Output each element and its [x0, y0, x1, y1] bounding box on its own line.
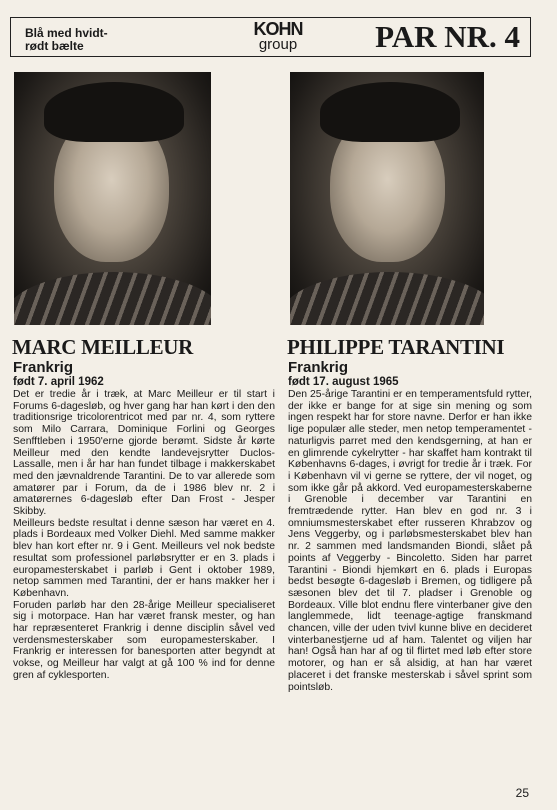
rider-name: PHILIPPE TARANTINI [287, 335, 505, 359]
bio-paragraph: Det er tredie år i træk, at Marc Meilleur er til start i Forums 6-dagesløb, og hver gang har han kørt i den den traditionsrige tricolorentricot med par nr. 4, som ryttere som Milo Carrara, Dominique Forlini og Georges Senfftleben i 1950'erne gjorde berømt. Sidste år kørte Meilleur med den kendte landevejsrytter Duclos-Lassalle, men i år har han fundet tilbage i makkerskabet med den jævnaldrende Tarantini. De to var allerede som amatører par i Forum, da de i 1986 blev nr. 2 i amatørernes 6-dagesløb efter Dan Frost - Jesper Skibby. [13, 389, 275, 518]
rider-country: Frankrig [288, 359, 349, 376]
rider-country: Frankrig [13, 359, 74, 376]
photo-hair [320, 82, 460, 142]
rider-photo-meilleur [14, 72, 211, 325]
logo-subtitle: group [258, 36, 298, 53]
photo-shoulders [14, 272, 211, 325]
jersey-description: Blå med hvidt- rødt bælte [25, 26, 108, 53]
photo-shoulders [290, 272, 484, 325]
page-number: 25 [515, 786, 529, 800]
page-header [10, 17, 531, 57]
pair-number-title: PAR NR. 4 [375, 19, 520, 54]
rider-bio [13, 389, 275, 682]
bio-paragraph: Foruden parløb har den 28-årige Meilleur specialiseret sig i motorpace. Han har været fransk mester, og han har repræsenteret Frankrig i denne disciplin såvel ved verdensmesterskaber som europamesterskaber. I Frankrig er interessen for banesporten atter begyndt at vokse, og Meilleur har valgt at gå 100 % ind for denne gren af cyklesporten. [13, 599, 275, 681]
rider-born: født 17. august 1965 [288, 376, 399, 388]
rider-born: født 7. april 1962 [13, 376, 104, 388]
kohn-group-logo [243, 20, 313, 54]
rider-photo-tarantini [290, 72, 484, 325]
photo-hair [44, 82, 184, 142]
rider-bio [288, 389, 532, 693]
rider-name: MARC MEILLEUR [12, 335, 194, 359]
bio-paragraph: Meilleurs bedste resultat i denne sæson har været en 4. plads i Bordeaux med Volker Diehl. Med samme makker blev han kort efter nr. 9 i Gent. Meilleurs vel nok bedste resultat som professionel parløbsrytter er en 3. plads i europamesterskabet i parløb i Gent i oktober 1989, netop sammen med Tarantini, der er hans makker her i København. [13, 517, 275, 599]
bio-paragraph: Den 25-årige Tarantini er en temperamentsfuld rytter, der ikke er bange for at sige sin mening og som ingen respekt har for store navne. Derfor er han ikke lige populær alle steder, men netop temperamentet - naturligvis parret med den kendsgerning, at han er en glimrende cykelrytter - har skaffet ham kontrakt til Københavns 6-dages, i øvrigt for tredie år i træk. For i København vil vi gerne se ryttere, der vil noget, og som ikke går på akkord. Ved europamesterskaberne i Grenoble i december var Tarantini en fremtrædende rytter. Han blev en god nr. 3 i omniumsmesterskabet efter russeren Khrabzov og Jens Veggerby, og i parløbsmesterskabet blev han nr. 2 sammen med landsmanden Biondi, slået på points af Veggerby - Bincoletto. Siden har parret Tarantini - Biondi hjemkørt en 6. plads i Europas bedst besøgte 6-dagesløb i Bremen, og tidligere på sæsonen blev det til 7. pladser i Grenoble og Bordeaux. Ville blot endnu flere vinterbaner give den langlemmede, lidt teenage-agtige franskmand chancen, ville der uden tvivl kunne blive en decideret vinterbanestjerne ud af ham. Talentet og viljen har han! Også han har af og til flirtet med løb efter store motorer, og han er så alsidig, at han har været placeret i det franske mesterskab i såvel sprint som pointsløb. [288, 389, 532, 693]
logo-wordmark: KOHN [253, 19, 303, 39]
